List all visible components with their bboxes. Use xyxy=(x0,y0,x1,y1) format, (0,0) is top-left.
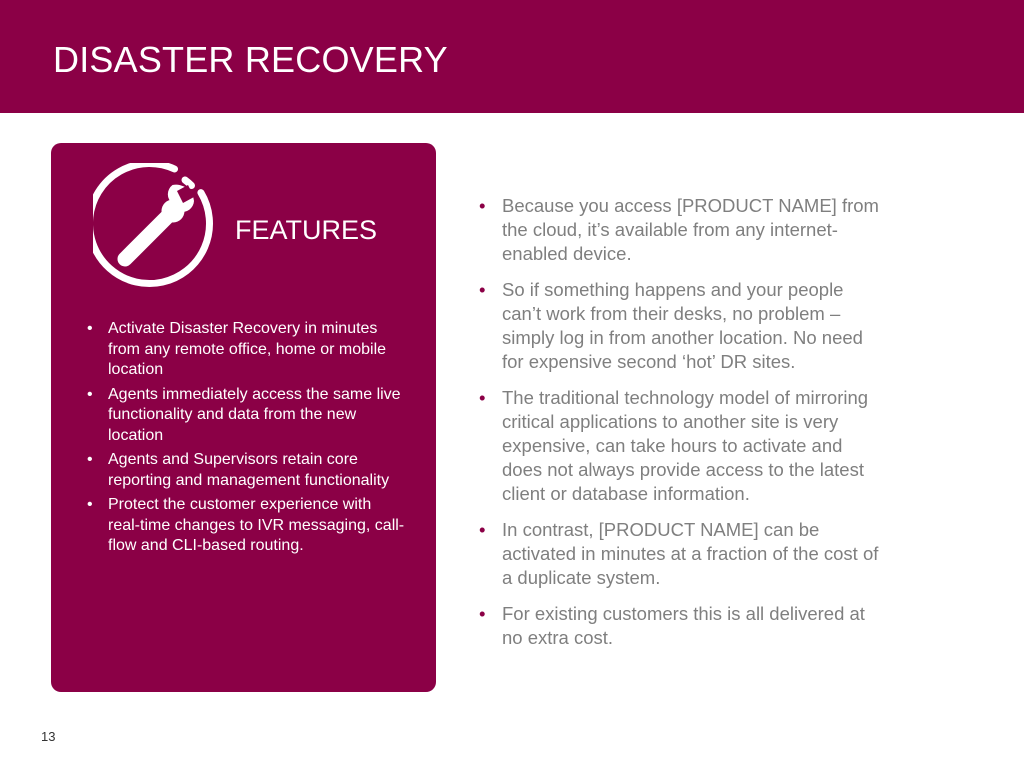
list-item xyxy=(87,450,407,491)
feature-text: Agents immediately access the same live functionality and data from the new location xyxy=(108,385,401,444)
features-card xyxy=(51,143,436,692)
main-point-text: So if something happens and your people can’t work from their desks, no problem – simply log in from another location. No need for expensive second ‘hot’ DR sites. xyxy=(502,279,863,372)
bullet-icon: • xyxy=(479,603,486,624)
feature-text: Agents and Supervisors retain core reporting and management functionality xyxy=(108,451,390,489)
list-item xyxy=(479,194,879,266)
list-item xyxy=(479,602,879,650)
bullet-icon: • xyxy=(87,496,93,513)
bullet-icon: • xyxy=(87,385,93,403)
feature-text: Protect the customer experience with real-time changes to IVR messaging, call-flow and CLI-based routing. xyxy=(108,496,405,554)
main-point-text: Because you access [PRODUCT NAME] from the cloud, it’s available from any internet-enabled device. xyxy=(502,195,879,264)
bullet-icon: • xyxy=(87,451,93,468)
list-item xyxy=(479,278,879,374)
bullet-icon: • xyxy=(479,279,486,300)
main-point-text: In contrast, [PRODUCT NAME] can be activated in minutes at a fraction of the cost of a duplicate system. xyxy=(502,519,879,588)
features-list xyxy=(87,319,407,561)
wrench-icon xyxy=(93,163,219,289)
bullet-icon: • xyxy=(479,519,486,540)
features-heading: FEATURES xyxy=(235,215,378,245)
page-number: 13 xyxy=(41,729,56,744)
main-points-list xyxy=(479,194,879,662)
bullet-icon: • xyxy=(479,195,486,216)
bullet-icon: • xyxy=(479,387,486,408)
bullet-icon: • xyxy=(87,320,93,337)
list-item xyxy=(479,518,879,590)
header-band xyxy=(0,0,1024,113)
list-item xyxy=(87,385,407,447)
main-point-text: For existing customers this is all delivered at no extra cost. xyxy=(502,603,865,648)
list-item xyxy=(87,319,407,381)
list-item xyxy=(87,495,407,557)
slide-title: DISASTER RECOVERY xyxy=(53,39,448,80)
feature-text: Activate Disaster Recovery in minutes from any remote office, home or mobile location xyxy=(108,320,387,378)
list-item xyxy=(479,386,879,506)
main-point-text: The traditional technology model of mirroring critical applications to another site is very expensive, can take hours to activate and does not always provide access to the latest client or database information. xyxy=(502,387,869,504)
